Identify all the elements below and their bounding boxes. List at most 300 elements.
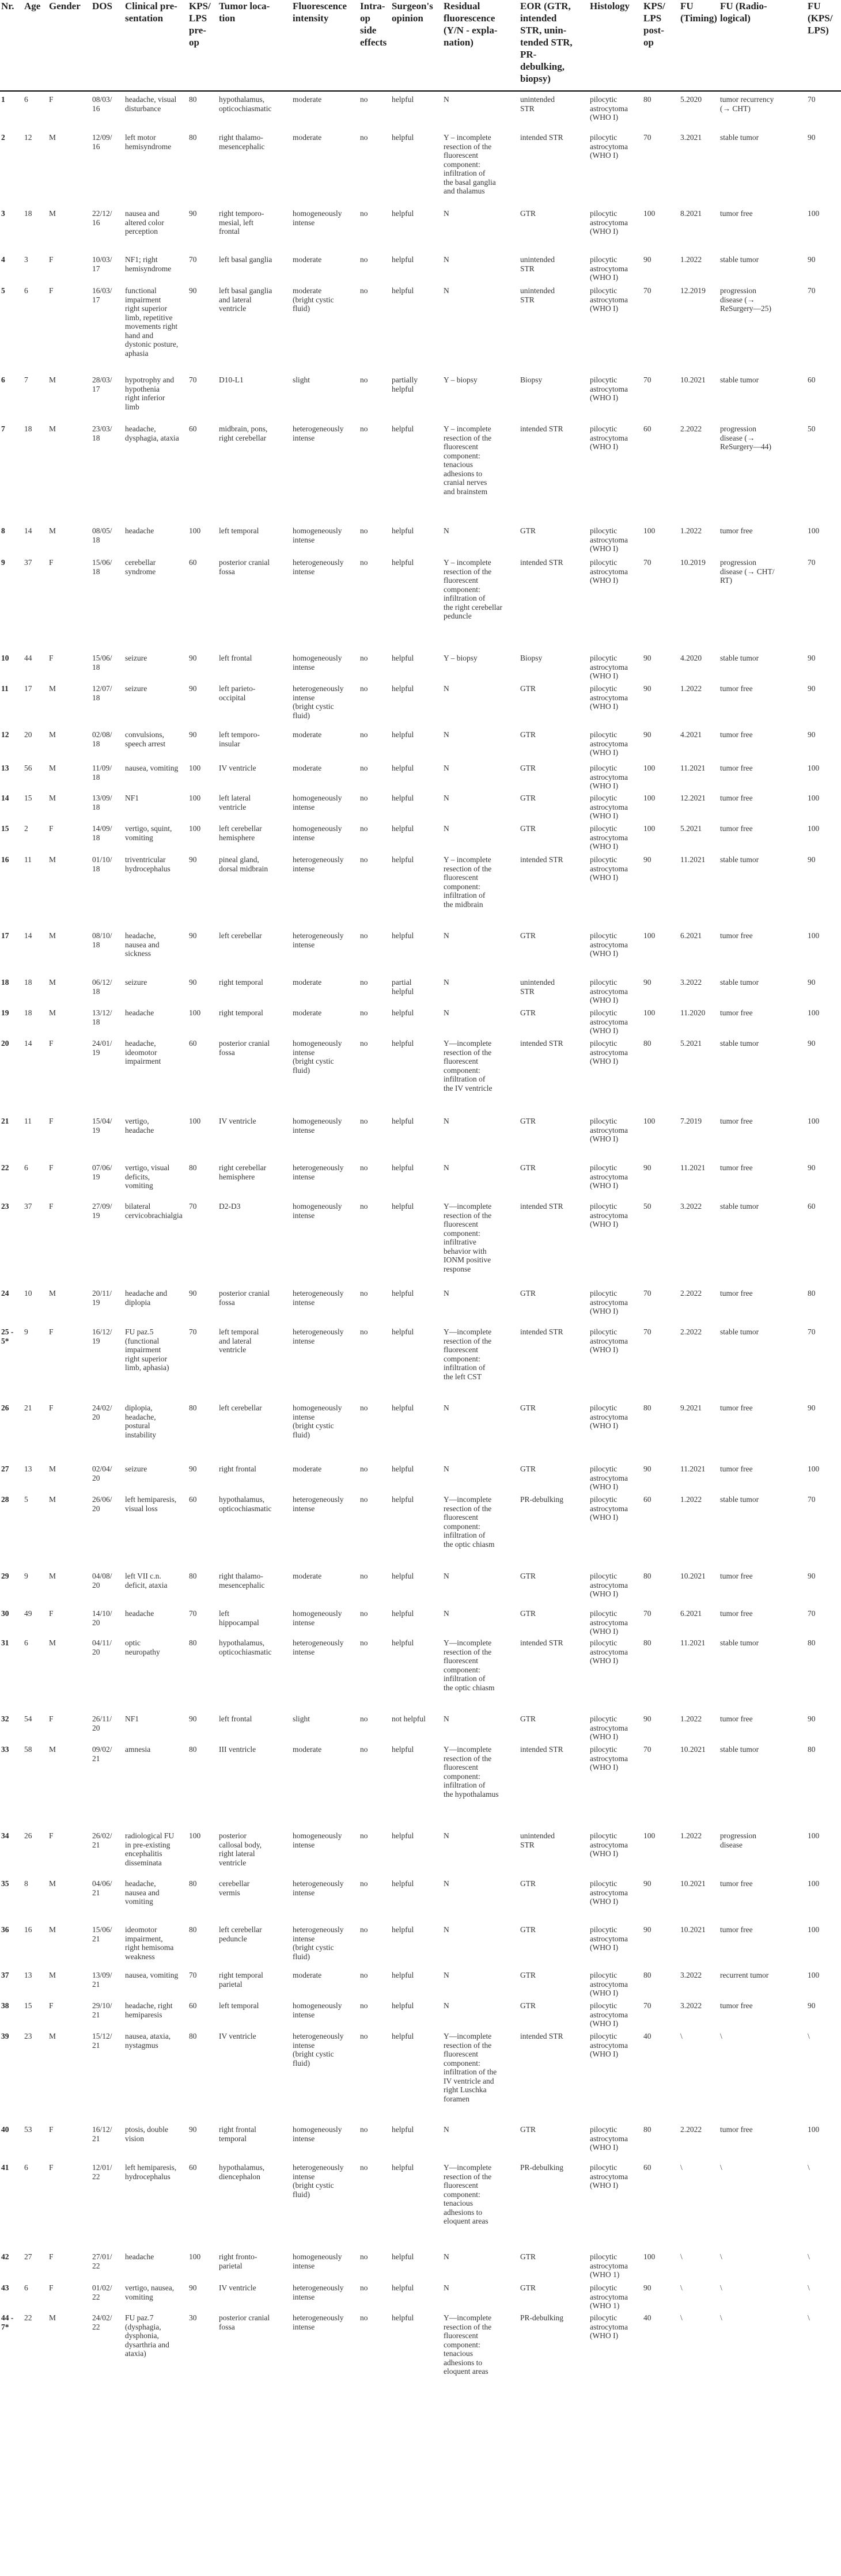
cell-line: (bright cystic — [293, 295, 334, 304]
cell-line: (WHO I) — [590, 1057, 619, 1065]
cell-kps-pre-op — [189, 2125, 197, 2134]
cell-line: intended STR — [520, 2032, 563, 2040]
cell-dos — [92, 209, 112, 227]
cell-residual-fluorescence — [444, 1925, 449, 1934]
cell-fu-kps — [808, 1327, 816, 1337]
cell-line: 14 — [24, 526, 32, 535]
cell-residual-fluorescence — [444, 931, 449, 940]
cell-line: nausea, vomiting — [125, 1971, 179, 1979]
cell-nr — [1, 1879, 9, 1888]
cell-line: astrocytoma — [590, 1934, 628, 1943]
cell-kps-post-op — [643, 1925, 651, 1934]
cell-line: response — [444, 1264, 471, 1273]
cell-residual-fluorescence — [444, 1745, 499, 1799]
cell-line: (WHO I) — [590, 442, 619, 451]
cell-fu-timing — [680, 1714, 702, 1724]
cell-line: 12 — [24, 133, 32, 142]
cell-clinical-presentation — [125, 1202, 183, 1220]
cell-line: (WHO I) — [590, 1943, 619, 1952]
cell-line: ventricle — [219, 1858, 247, 1867]
cell-line: ventricle — [219, 802, 247, 811]
cell-line: helpful — [392, 1572, 414, 1580]
cell-line: midbrain, pons, — [219, 424, 268, 433]
cell-line: 12 — [1, 730, 9, 739]
cell-line: GTR — [520, 2001, 536, 2010]
header-line: pre- — [189, 25, 206, 36]
cell-line: 18 — [92, 433, 100, 442]
cell-clinical-presentation — [125, 764, 178, 773]
cell-line: (WHO I) — [590, 113, 619, 122]
cell-eor — [520, 931, 536, 940]
cell-line: astrocytoma — [590, 1298, 628, 1307]
cell-line: 90 — [189, 1289, 197, 1298]
cell-line: left basal ganglia — [219, 286, 272, 295]
cell-fu-timing — [680, 526, 702, 536]
header-eor — [520, 0, 573, 85]
cell-kps-post-op — [643, 855, 651, 864]
cell-clinical-presentation — [125, 684, 147, 693]
cell-tumor-location — [219, 1714, 252, 1724]
cell-line: 13/09/ — [92, 1971, 112, 1979]
cell-line: Y—incomplete — [444, 1495, 492, 1504]
cell-fu-kps — [808, 1572, 816, 1581]
cell-clinical-presentation — [125, 824, 172, 842]
header-line: (Y/N - expla- — [444, 25, 498, 36]
cell-intraop-side-effects — [360, 824, 368, 833]
cell-line: helpful — [392, 1879, 414, 1888]
cell-gender — [49, 730, 56, 739]
cell-line: pilocytic — [590, 1925, 618, 1934]
cell-line: N — [444, 1403, 449, 1412]
cell-kps-pre-op — [189, 1831, 200, 1841]
cell-line: 18 — [92, 940, 100, 949]
cell-age — [24, 1163, 28, 1173]
cell-intraop-side-effects — [360, 2283, 368, 2293]
cell-residual-fluorescence — [444, 1714, 449, 1724]
cell-line: tumor free — [720, 1572, 753, 1580]
cell-line: M — [49, 978, 56, 987]
cell-line: component: — [444, 1771, 480, 1781]
cell-intraop-side-effects — [360, 931, 368, 940]
cell-line: left temporal — [219, 1327, 259, 1336]
cell-fluorescence-intensity — [293, 1879, 343, 1897]
cell-line: 20 — [92, 1580, 100, 1589]
cell-kps-pre-op — [189, 1008, 200, 1018]
cell-line: (WHO I) — [590, 781, 619, 790]
cell-dos — [92, 424, 112, 442]
cell-line: homogeneously — [293, 209, 342, 218]
cell-residual-fluorescence — [444, 2163, 491, 2226]
cell-line: 3.2022 — [680, 1202, 702, 1211]
cell-line: impairment, — [125, 1934, 163, 1943]
cell-line: 21 — [92, 1754, 100, 1763]
cell-line: pilocytic — [590, 1008, 618, 1017]
cell-line: M — [49, 1745, 56, 1754]
cell-line: homogeneously — [293, 2252, 342, 2261]
cell-line: no — [360, 1117, 368, 1125]
cell-line: no — [360, 286, 368, 295]
cell-line: N — [444, 824, 449, 833]
cell-age — [24, 1925, 32, 1934]
cell-eor — [520, 1879, 536, 1888]
cell-intraop-side-effects — [360, 1163, 368, 1173]
cell-line: infiltration of — [444, 594, 486, 602]
cell-line: GTR — [520, 730, 536, 739]
header-line: Tumor loca- — [219, 1, 270, 12]
cell-line: (WHO 1) — [590, 2301, 620, 2310]
cell-line: 80 — [808, 1638, 816, 1647]
cell-line: no — [360, 1879, 368, 1888]
cell-eor — [520, 2125, 536, 2134]
cell-line: diplopia — [125, 1298, 151, 1307]
cell-line: 21 — [1, 1117, 9, 1125]
cell-kps-pre-op — [189, 2313, 197, 2323]
cell-intraop-side-effects — [360, 1714, 368, 1724]
header-line: (KPS/ — [808, 13, 833, 24]
cell-fu-timing — [680, 1403, 702, 1413]
cell-line: 18 — [92, 693, 100, 702]
cell-line: 19 — [92, 1048, 100, 1057]
cell-kps-post-op — [643, 1609, 651, 1618]
cell-age — [24, 558, 32, 567]
cell-line: resection of the — [444, 2040, 492, 2050]
cell-nr — [1, 526, 5, 536]
cell-line: 70 — [643, 133, 651, 142]
cell-line: 07/06/ — [92, 1163, 112, 1172]
cell-eor — [520, 286, 555, 304]
cell-line: GTR — [520, 684, 536, 693]
cell-fu-timing — [680, 2125, 702, 2134]
cell-line: intense — [293, 1211, 315, 1220]
cell-residual-fluorescence — [444, 1039, 492, 1092]
cell-line: heterogeneously — [293, 855, 344, 864]
cell-line: helpful — [392, 1745, 414, 1754]
cell-line: GTR — [520, 794, 536, 802]
cell-line: hemisyndrome — [125, 264, 172, 273]
cell-line: 13 — [24, 1971, 32, 1979]
cell-line: disturbance — [125, 104, 161, 113]
cell-clinical-presentation — [125, 375, 174, 411]
cell-line: opticochiasmatic — [219, 1504, 272, 1513]
cell-line: nausea and — [125, 940, 160, 949]
cell-line: 100 — [808, 2125, 820, 2134]
cell-kps-pre-op — [189, 526, 200, 536]
header-line: Age — [24, 1, 41, 12]
cell-line: astrocytoma — [590, 535, 628, 544]
cell-line: progression — [720, 558, 756, 567]
cell-line: 28 — [1, 1495, 9, 1504]
cell-kps-post-op — [643, 1572, 651, 1581]
cell-line: heterogeneously — [293, 2163, 344, 2172]
cell-line: F — [49, 1117, 54, 1125]
cell-line: pilocytic — [590, 2283, 618, 2292]
cell-nr — [1, 1008, 9, 1018]
cell-line: 80 — [643, 1403, 651, 1412]
cell-line: 16/03/ — [92, 286, 112, 295]
cell-line: 6 — [24, 95, 28, 104]
cell-line: F — [49, 1714, 54, 1723]
cell-age — [24, 764, 32, 773]
cell-fluorescence-intensity — [293, 1745, 321, 1754]
cell-line: astrocytoma — [590, 739, 628, 748]
cell-kps-pre-op — [189, 1638, 197, 1648]
cell-line: Y – incomplete — [444, 855, 491, 864]
cell-line: altered color — [125, 218, 164, 227]
cell-line: 16 — [1, 855, 9, 864]
cell-clinical-presentation — [125, 1609, 154, 1618]
cell-residual-fluorescence — [444, 1572, 449, 1581]
cell-tumor-location — [219, 2252, 257, 2270]
cell-line: 11.2021 — [680, 1465, 706, 1473]
cell-fu-radiological — [720, 1925, 753, 1934]
cell-line: tumor free — [720, 1714, 753, 1723]
cell-histology — [590, 2252, 628, 2279]
cell-tumor-location — [219, 730, 260, 748]
cell-line: (WHO I) — [590, 842, 619, 851]
cell-surgeons-opinion — [392, 1925, 414, 1934]
cell-fu-kps — [808, 2252, 810, 2262]
cell-line: N — [444, 255, 449, 264]
cell-line: intense — [293, 1934, 315, 1943]
cell-line: 08/05/ — [92, 526, 112, 535]
cell-fu-kps — [808, 526, 819, 536]
cell-residual-fluorescence — [444, 1609, 449, 1618]
cell-line: heterogeneously — [293, 1327, 344, 1336]
cell-kps-post-op — [643, 2032, 651, 2041]
cell-residual-fluorescence — [444, 375, 478, 385]
cell-line: STR — [520, 264, 535, 273]
cell-kps-pre-op — [189, 558, 197, 567]
cell-line: (functional — [125, 1336, 160, 1345]
cell-kps-pre-op — [189, 1609, 197, 1618]
cell-line: nausea, ataxia, — [125, 2032, 171, 2040]
cell-residual-fluorescence — [444, 558, 502, 621]
cell-age — [24, 2313, 32, 2323]
cell-line: helpful — [392, 286, 414, 295]
cell-line: (WHO I) — [590, 1763, 619, 1771]
cell-kps-post-op — [643, 1879, 651, 1888]
cell-surgeons-opinion — [392, 1609, 414, 1618]
cell-line: 2.2022 — [680, 1289, 702, 1298]
cell-line: 90 — [808, 255, 816, 264]
cell-line: \ — [808, 2032, 810, 2040]
cell-line: the hypothalamus — [444, 1789, 499, 1799]
cell-fu-radiological — [720, 764, 753, 773]
cell-line: hemiparesis — [125, 2010, 162, 2019]
cell-line: hydrocephalus — [125, 2172, 171, 2181]
cell-line: helpful — [392, 255, 414, 264]
cell-clinical-presentation — [125, 424, 179, 442]
cell-line: (WHO I) — [590, 1026, 619, 1035]
cell-line: 21 — [92, 1979, 100, 1989]
cell-line: GTR — [520, 1465, 536, 1473]
cell-line: no — [360, 1495, 368, 1504]
cell-line: (WHO I) — [590, 1307, 619, 1315]
cell-line: pilocytic — [590, 764, 618, 772]
cell-fu-kps — [808, 424, 816, 434]
cell-kps-post-op — [643, 1465, 651, 1474]
cell-fu-radiological — [720, 2163, 722, 2172]
cell-tumor-location — [219, 1117, 256, 1126]
cell-intraop-side-effects — [360, 209, 368, 218]
cell-line: NF1 — [125, 1714, 139, 1723]
cell-tumor-location — [219, 1163, 266, 1181]
cell-gender — [49, 684, 56, 693]
cell-line: tumor free — [720, 1163, 753, 1172]
cell-line: pilocytic — [590, 1831, 618, 1840]
cell-line: helpful — [392, 2283, 414, 2292]
cell-line: no — [360, 1638, 368, 1647]
cell-dos — [92, 2163, 112, 2181]
cell-line: no — [360, 730, 368, 739]
cell-line: 26/02/ — [92, 1831, 112, 1840]
cell-intraop-side-effects — [360, 255, 368, 264]
header-line: LPS — [643, 13, 662, 24]
cell-fu-radiological — [720, 1465, 753, 1474]
cell-line: right temporal — [219, 978, 263, 987]
cell-residual-fluorescence — [444, 2313, 491, 2376]
header-line: op — [360, 13, 370, 24]
cell-line: N — [444, 1465, 449, 1473]
cell-line: (WHO I) — [590, 1849, 619, 1858]
cell-line: helpful — [392, 1638, 414, 1647]
cell-line: astrocytoma — [590, 1211, 628, 1220]
cell-line: F — [49, 1831, 54, 1840]
cell-fu-kps — [808, 764, 819, 773]
cell-line: ptosis, double — [125, 2125, 169, 2134]
cell-line: 15 — [24, 794, 32, 802]
cell-histology — [590, 2032, 628, 2059]
cell-line: no — [360, 1008, 368, 1017]
cell-line: intense — [293, 1840, 315, 1849]
cell-line: the basal ganglia — [444, 177, 496, 187]
cell-line: M — [49, 2313, 56, 2322]
cell-line: 32 — [1, 1714, 9, 1723]
cell-line: 2.2022 — [680, 2125, 702, 2134]
cell-line: 1.2022 — [680, 255, 702, 264]
cell-line: infiltration of — [444, 1531, 486, 1539]
cell-clinical-presentation — [125, 2313, 169, 2358]
cell-line: 70 — [189, 1202, 197, 1211]
cell-line: stable tumor — [720, 978, 759, 987]
cell-line: 90 — [808, 978, 816, 987]
cell-kps-pre-op — [189, 1745, 197, 1754]
cell-line: intense — [293, 693, 315, 702]
cell-line: ventricle — [219, 1345, 247, 1354]
cell-line: 90 — [808, 684, 816, 693]
cell-age — [24, 654, 32, 663]
cell-line: GTR — [520, 1008, 536, 1017]
cell-line: GTR — [520, 764, 536, 772]
cell-line: 23/03/ — [92, 424, 112, 433]
cell-age — [24, 133, 32, 142]
cell-line: pilocytic — [590, 1745, 618, 1754]
cell-clinical-presentation — [125, 558, 156, 576]
cell-residual-fluorescence — [444, 730, 449, 739]
cell-nr — [1, 2125, 9, 2134]
cell-eor — [520, 855, 563, 864]
cell-line: 8.2021 — [680, 209, 702, 218]
cell-intraop-side-effects — [360, 654, 368, 663]
cell-residual-fluorescence — [444, 209, 449, 218]
cell-line: 80 — [808, 1289, 816, 1298]
cell-histology — [590, 1714, 628, 1742]
cell-line: no — [360, 209, 368, 218]
cell-line: 90 — [808, 1714, 816, 1723]
cell-line: seizure — [125, 978, 147, 987]
cell-fu-timing — [680, 1572, 706, 1581]
cell-line: moderate — [293, 1971, 322, 1979]
cell-nr — [1, 2313, 13, 2331]
cell-line: 17 — [92, 264, 100, 273]
cell-fluorescence-intensity — [293, 1638, 343, 1656]
cell-residual-fluorescence — [444, 2032, 497, 2103]
cell-histology — [590, 133, 628, 160]
cell-line: 6 — [24, 2283, 28, 2292]
cell-line: 08/03/ — [92, 95, 112, 104]
header-line: (Timing) — [680, 13, 717, 24]
cell-line: 02/04/ — [92, 1465, 112, 1473]
cell-line: vertigo, — [125, 1117, 149, 1125]
cell-line: Y – incomplete — [444, 558, 491, 567]
cell-gender — [49, 794, 56, 803]
cell-age — [24, 978, 32, 987]
cell-line: M — [49, 375, 56, 384]
cell-line: 26 — [1, 1403, 9, 1412]
cell-gender — [49, 1831, 54, 1841]
cell-line: N — [444, 1609, 449, 1618]
cell-clinical-presentation — [125, 1495, 176, 1513]
cell-line: and brainstem — [444, 487, 488, 496]
cell-nr — [1, 1831, 9, 1841]
cell-line: 18 — [24, 1008, 32, 1017]
cell-tumor-location — [219, 2032, 256, 2041]
cell-line: 100 — [808, 1831, 820, 1840]
cell-line: M — [49, 855, 56, 864]
cell-nr — [1, 95, 5, 104]
cell-line: pilocytic — [590, 95, 618, 104]
cell-line: 90 — [189, 2125, 197, 2134]
cell-line: pilocytic — [590, 824, 618, 833]
cell-line: deficits, — [125, 1172, 150, 1181]
cell-fu-kps — [808, 209, 819, 218]
cell-dos — [92, 1403, 112, 1421]
cell-line: 22 — [92, 2261, 100, 2270]
cell-fu-timing — [680, 2252, 683, 2262]
cell-line: heterogeneously — [293, 931, 344, 940]
cell-line: left cerebellar — [219, 1925, 262, 1934]
cell-line: homogeneously — [293, 2125, 342, 2134]
cell-gender — [49, 654, 54, 663]
cell-line: left hemiparesis, — [125, 2163, 177, 2172]
cell-kps-post-op — [643, 558, 651, 567]
cell-line: no — [360, 424, 368, 433]
cell-line: 10/03/ — [92, 255, 112, 264]
cell-line: mesencephalic — [219, 142, 265, 151]
cell-nr — [1, 978, 9, 987]
cell-fu-timing — [680, 978, 702, 987]
cell-residual-fluorescence — [444, 1403, 449, 1413]
cell-line: 5* — [1, 1336, 9, 1345]
cell-dos — [92, 1971, 112, 1989]
cell-age — [24, 424, 32, 434]
cell-line: tumor free — [720, 1609, 753, 1618]
cell-surgeons-opinion — [392, 1327, 414, 1337]
cell-intraop-side-effects — [360, 1495, 368, 1504]
cell-histology — [590, 1117, 628, 1144]
cell-line: pilocytic — [590, 2125, 618, 2134]
cell-kps-pre-op — [189, 1039, 197, 1048]
